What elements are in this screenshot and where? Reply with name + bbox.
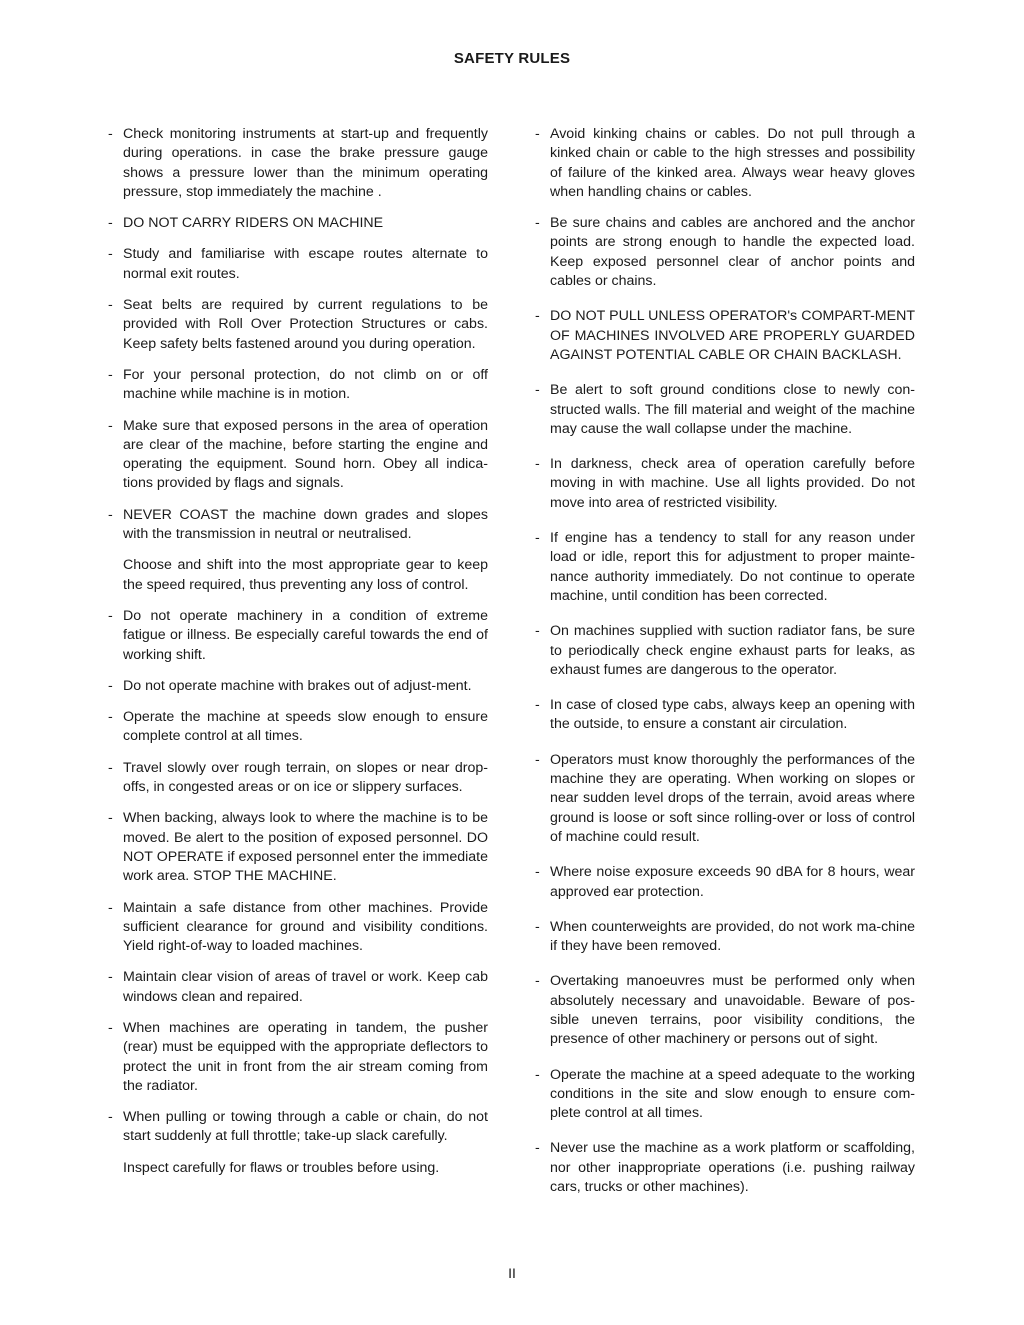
bullet-dash: - bbox=[535, 215, 540, 232]
list-item-text: DO NOT CARRY RIDERS ON MACHINE bbox=[123, 215, 384, 232]
right-column bbox=[535, 125, 915, 1197]
list-item bbox=[535, 214, 915, 291]
list-item-text: Maintain clear vision of areas of travel or work. Keep cab windows clean and repaired. bbox=[123, 969, 488, 1005]
list-item-text: If engine has a tendency to stall for any reason under load or idle, report this for adjustment to proper mainte-nance authority immediately. Do not continue to operate machine, until condition has been corrected. bbox=[550, 530, 915, 604]
bullet-dash: - bbox=[535, 697, 540, 714]
list-item bbox=[535, 863, 915, 902]
bullet-dash: - bbox=[108, 607, 113, 624]
bullet-dash: - bbox=[535, 918, 540, 935]
list-item-text: For your personal protection, do not climb on or off machine while machine is in motion. bbox=[123, 366, 488, 403]
list-item-text: Do not operate machinery in a condition of extreme fatigue or illness. Be especially careful towards the end of working shift. bbox=[123, 607, 488, 663]
list-item-text: In case of closed type cabs, always keep an opening with the outside, to ensure a constant air circulation. bbox=[550, 697, 915, 733]
list-item bbox=[108, 296, 488, 354]
page-title: SAFETY RULES bbox=[453, 50, 571, 67]
list-item bbox=[535, 622, 915, 680]
list-item bbox=[535, 751, 915, 847]
bullet-dash: - bbox=[535, 751, 540, 768]
list-item bbox=[108, 708, 488, 747]
list-item-text: Be sure chains and cables are anchored and the anchor points are strong enough to handle the expected load. Keep exposed personnel clear of anchor points and cables or chains. bbox=[550, 215, 915, 290]
list-item-text: Choose and shift into the most appropriate gear to keep the speed required, thus preventing any loss of control. bbox=[123, 557, 488, 593]
bullet-dash: - bbox=[108, 417, 113, 434]
page-number: II bbox=[508, 1265, 516, 1281]
list-item-text: Make sure that exposed persons in the area of operation are clear of the machine, before starting the engine and operating the equipment. Sound horn. Obey all indica-tions provided by flags and signals. bbox=[123, 417, 488, 492]
bullet-dash: - bbox=[535, 456, 540, 473]
bullet-dash: - bbox=[108, 677, 113, 694]
list-item bbox=[108, 899, 488, 957]
list-item bbox=[108, 1159, 488, 1178]
bullet-dash: - bbox=[108, 709, 113, 726]
list-item bbox=[108, 245, 488, 284]
list-item bbox=[108, 417, 488, 494]
list-item-text: Study and familiarise with escape routes alternate to normal exit routes. bbox=[123, 246, 488, 282]
list-item-text: Operate the machine at speeds slow enough to ensure complete control at all times. bbox=[123, 709, 488, 745]
list-item bbox=[535, 696, 915, 735]
list-item-text: When pulling or towing through a cable or chain, do not start suddenly at full throttle; take-up slack carefully. bbox=[123, 1109, 488, 1145]
list-item bbox=[535, 125, 915, 202]
bullet-dash: - bbox=[535, 382, 540, 399]
bullet-dash: - bbox=[535, 864, 540, 881]
bullet-dash: - bbox=[108, 1109, 113, 1126]
list-item bbox=[108, 607, 488, 665]
bullet-dash: - bbox=[108, 759, 113, 776]
bullet-dash: - bbox=[535, 623, 540, 640]
list-item-text: Travel slowly over rough terrain, on slopes or near drop-offs, in congested areas or on ice or slippery surfaces. bbox=[123, 759, 488, 796]
list-item-text: Be alert to soft ground conditions close to newly con-structed walls. The fill material and weight of the machine may cause the wall collapse under the machine. bbox=[550, 382, 915, 437]
list-item bbox=[108, 125, 488, 202]
list-item bbox=[535, 972, 915, 1049]
list-item-text: Check monitoring instruments at start-up and frequently during operations. in case the brake pressure gauge shows a pressure lower than the minimum operating pressure, stop immediately the machine . bbox=[123, 126, 488, 200]
list-item-text: When backing, always look to where the machine is to be moved. Be alert to the position of exposed personnel. DO NOT OPERATE if exposed personnel enter the immediate work area. STOP THE MACHINE. bbox=[123, 810, 488, 885]
bullet-dash: - bbox=[535, 530, 540, 547]
list-item-text: When machines are operating in tandem, the pusher (rear) must be equipped with the appropriate deflectors to protect the unit in front from the air stream coming from the radiator. bbox=[123, 1019, 488, 1094]
list-item bbox=[108, 1108, 488, 1147]
bullet-dash: - bbox=[108, 126, 113, 142]
list-item bbox=[108, 1019, 488, 1096]
bullet-dash: - bbox=[535, 1140, 540, 1157]
list-item bbox=[535, 1139, 915, 1197]
list-item bbox=[108, 968, 488, 1007]
list-item-text: On machines supplied with suction radiator fans, be sure to periodically check engine exhaust parts for leaks, as exhaust fumes are dangerous to the operator. bbox=[550, 623, 915, 678]
bullet-dash: - bbox=[108, 810, 113, 827]
bullet-dash: - bbox=[108, 899, 113, 916]
list-item-text: When counterweights are provided, do not work ma-chine if they have been removed. bbox=[550, 918, 915, 955]
list-item bbox=[535, 455, 915, 513]
list-item bbox=[108, 809, 488, 886]
bullet-dash: - bbox=[535, 308, 540, 325]
list-item bbox=[108, 214, 488, 233]
list-item bbox=[108, 506, 488, 545]
bullet-dash: - bbox=[535, 1066, 540, 1083]
list-item-text: Inspect carefully for flaws or troubles before using. bbox=[123, 1159, 440, 1176]
list-item-text: Maintain a safe distance from other machines. Provide sufficient clearance for ground and visibility conditions. Yield right-of-way to loaded machines. bbox=[123, 899, 488, 955]
bullet-dash: - bbox=[535, 126, 540, 142]
list-item bbox=[535, 307, 915, 365]
list-item-text: Overtaking manoeuvres must be performed only when absolutely necessary and unavoidable. Beware of pos-sible uneven terrains, poor visibility conditions, the presence of other machinery or persons out of sight. bbox=[550, 973, 915, 1048]
list-item bbox=[535, 1066, 915, 1124]
bullet-dash: - bbox=[108, 246, 113, 263]
bullet-dash: - bbox=[108, 506, 113, 523]
bullet-dash: - bbox=[108, 969, 113, 986]
left-column bbox=[108, 125, 488, 1178]
list-item bbox=[108, 366, 488, 405]
list-item bbox=[108, 677, 488, 696]
list-item-text: Avoid kinking chains or cables. Do not pull through a kinked chain or cable to the high stresses and possibility of failure of the kinked area. Always wear heavy gloves when handling chains or cables. bbox=[550, 126, 915, 200]
list-item-text: Operate the machine at a speed adequate to the working conditions in the site and slow enough to ensure com-plete control at all times. bbox=[550, 1066, 915, 1122]
list-item-text: DO NOT PULL UNLESS OPERATOR's COMPART-MENT OF MACHINES INVOLVED ARE PROPERLY GUARDED AGAINST POTENTIAL CABLE OR CHAIN BACKLASH. bbox=[550, 308, 915, 363]
list-item-text: NEVER COAST the machine down grades and slopes with the transmission in neutral or neutralised. bbox=[123, 506, 488, 543]
bullet-dash: - bbox=[108, 1019, 113, 1036]
list-item-text: Where noise exposure exceeds 90 dBA for 8 hours, wear approved ear protection. bbox=[550, 864, 915, 900]
list-item-text: Do not operate machine with brakes out of adjust-ment. bbox=[123, 677, 472, 694]
list-item-text: Seat belts are required by current regulations to be provided with Roll Over Protection Structures or cabs. Keep safety belts fastened around you during operation. bbox=[123, 297, 488, 352]
list-item bbox=[535, 918, 915, 957]
list-item bbox=[108, 759, 488, 798]
bullet-dash: - bbox=[108, 215, 113, 232]
list-item bbox=[535, 529, 915, 606]
list-item-text: Operators must know thoroughly the performances of the machine they are operating. When working on slopes or near sudden level drops of the terrain, avoid areas where ground is loose or soft since rolling-over or loss of control of machine could result. bbox=[550, 751, 915, 845]
bullet-dash: - bbox=[108, 366, 113, 383]
list-item bbox=[535, 381, 915, 439]
bullet-dash: - bbox=[108, 297, 113, 314]
bullet-dash: - bbox=[535, 973, 540, 990]
list-item-text: Never use the machine as a work platform or scaffolding, nor other inappropriate operations (i.e. pushing railway cars, trucks or other machines). bbox=[550, 1140, 915, 1196]
list-item bbox=[108, 556, 488, 595]
list-item-text: In darkness, check area of operation carefully before moving in with machine. Use all lights provided. Do not move into area of restricted visibility. bbox=[550, 456, 915, 511]
